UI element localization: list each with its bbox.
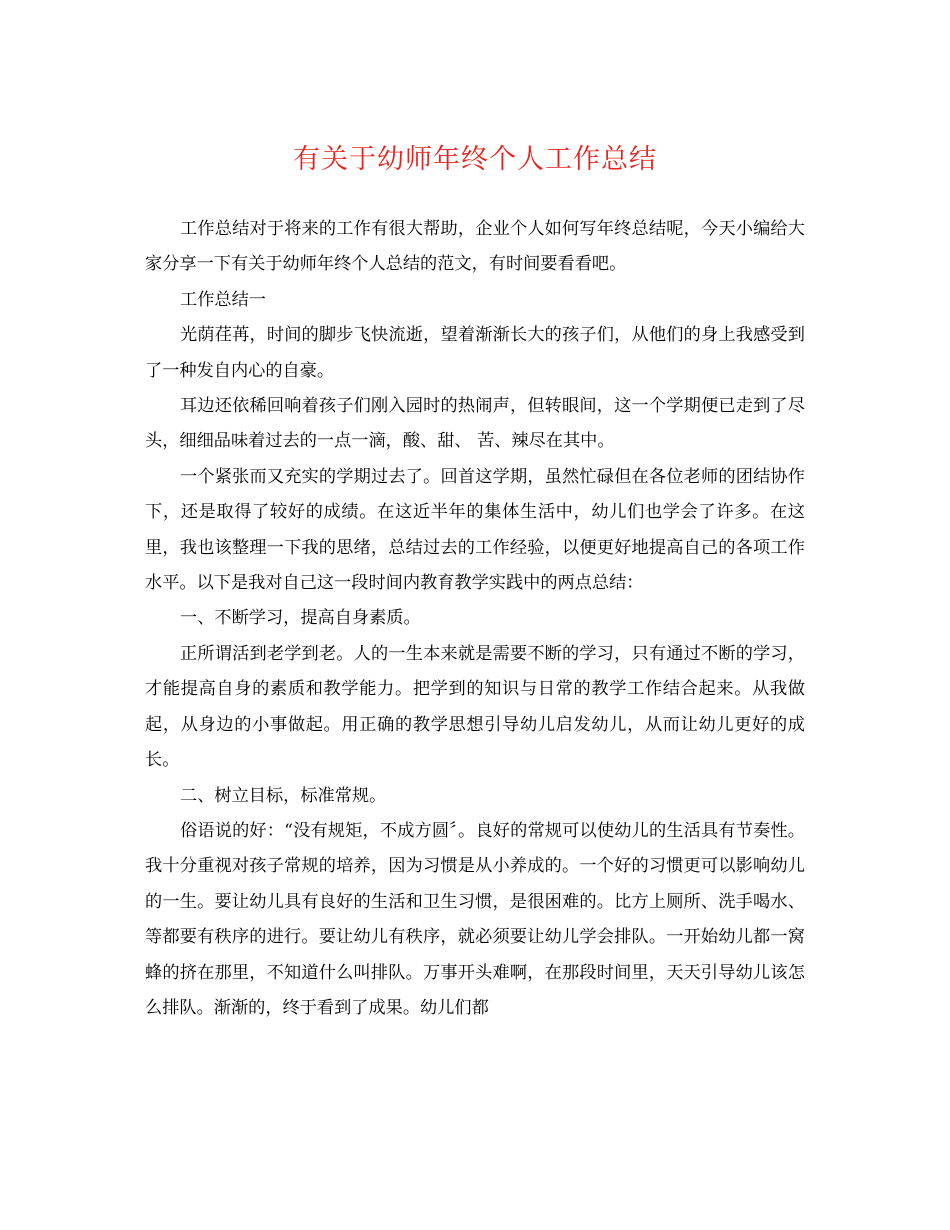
paragraph: 俗语说的好：“没有规矩，不成方圆〞。良好的常规可以使幼儿的生活具有节奏性。我十分重视对孩子常规的培养，因为习惯是从小养成的。一个好的习惯更可以影响幼儿的一生。要让幼儿具有良好的生活和卫生习惯，是很困难的。比方上厕所、洗手喝水、等都要有秩序的进行。要让幼儿有秩序，就必须要让幼儿学会排队。一开始幼儿都一窝蜂的挤在那里，不知道什么叫排队。万事开头难啊，在那段时间里，天天引导幼儿该怎么排队。渐渐的，终于看到了成果。幼儿们都 — [145, 820, 805, 1018]
document-title: 有关于幼师年终个人工作总结 — [293, 144, 657, 175]
paragraph-intro: 工作总结对于将来的工作有很大帮助，企业个人如何写年终总结呢，今天小编给大家分享一下有关于幼师年终个人总结的范文，有时间要看看吧。 — [145, 219, 805, 275]
paragraph: 正所谓活到老学到老。人的一生本来就是需要不断的学习，只有通过不断的学习， 才能提高自身的素质和教学能力。把学到的知识与日常的教学工作结合起来。从我做起，从身边的小事做起。用正确的教学思想引导幼儿启发幼儿，从而让幼儿更好的成长。 — [145, 643, 805, 771]
section-heading-2: 二、树立目标，标准常规。 — [180, 785, 387, 806]
section-heading-1: 一、不断学习，提高自身素质。 — [180, 608, 421, 629]
heading-summary-one: 工作总结一 — [180, 289, 266, 310]
document-body — [145, 212, 805, 1026]
paragraph: 耳边还依稀回响着孩子们刚入园时的热闹声，但转眼间，这一个学期便已走到了尽头，细细品味着过去的一点一滴，酸、甜、 苦、辣尽在其中。 — [145, 396, 805, 452]
paragraph: 一个紧张而又充实的学期过去了。回首这学期，虽然忙碌但在各位老师的团结协作下，还是取得了较好的成绩。在这近半年的集体生活中，幼儿们也学会了许多。在这里，我也该整理一下我的思绪，总结过去的工作经验，以便更好地提高自己的各项工作水平。以下是我对自己这一段时间内教育教学实践中的两点总结： — [145, 466, 805, 594]
paragraph: 光荫荏苒，时间的脚步飞快流逝，望着渐渐长大的孩子们，从他们的身上我感受到了一种发自内心的自豪。 — [145, 325, 805, 381]
